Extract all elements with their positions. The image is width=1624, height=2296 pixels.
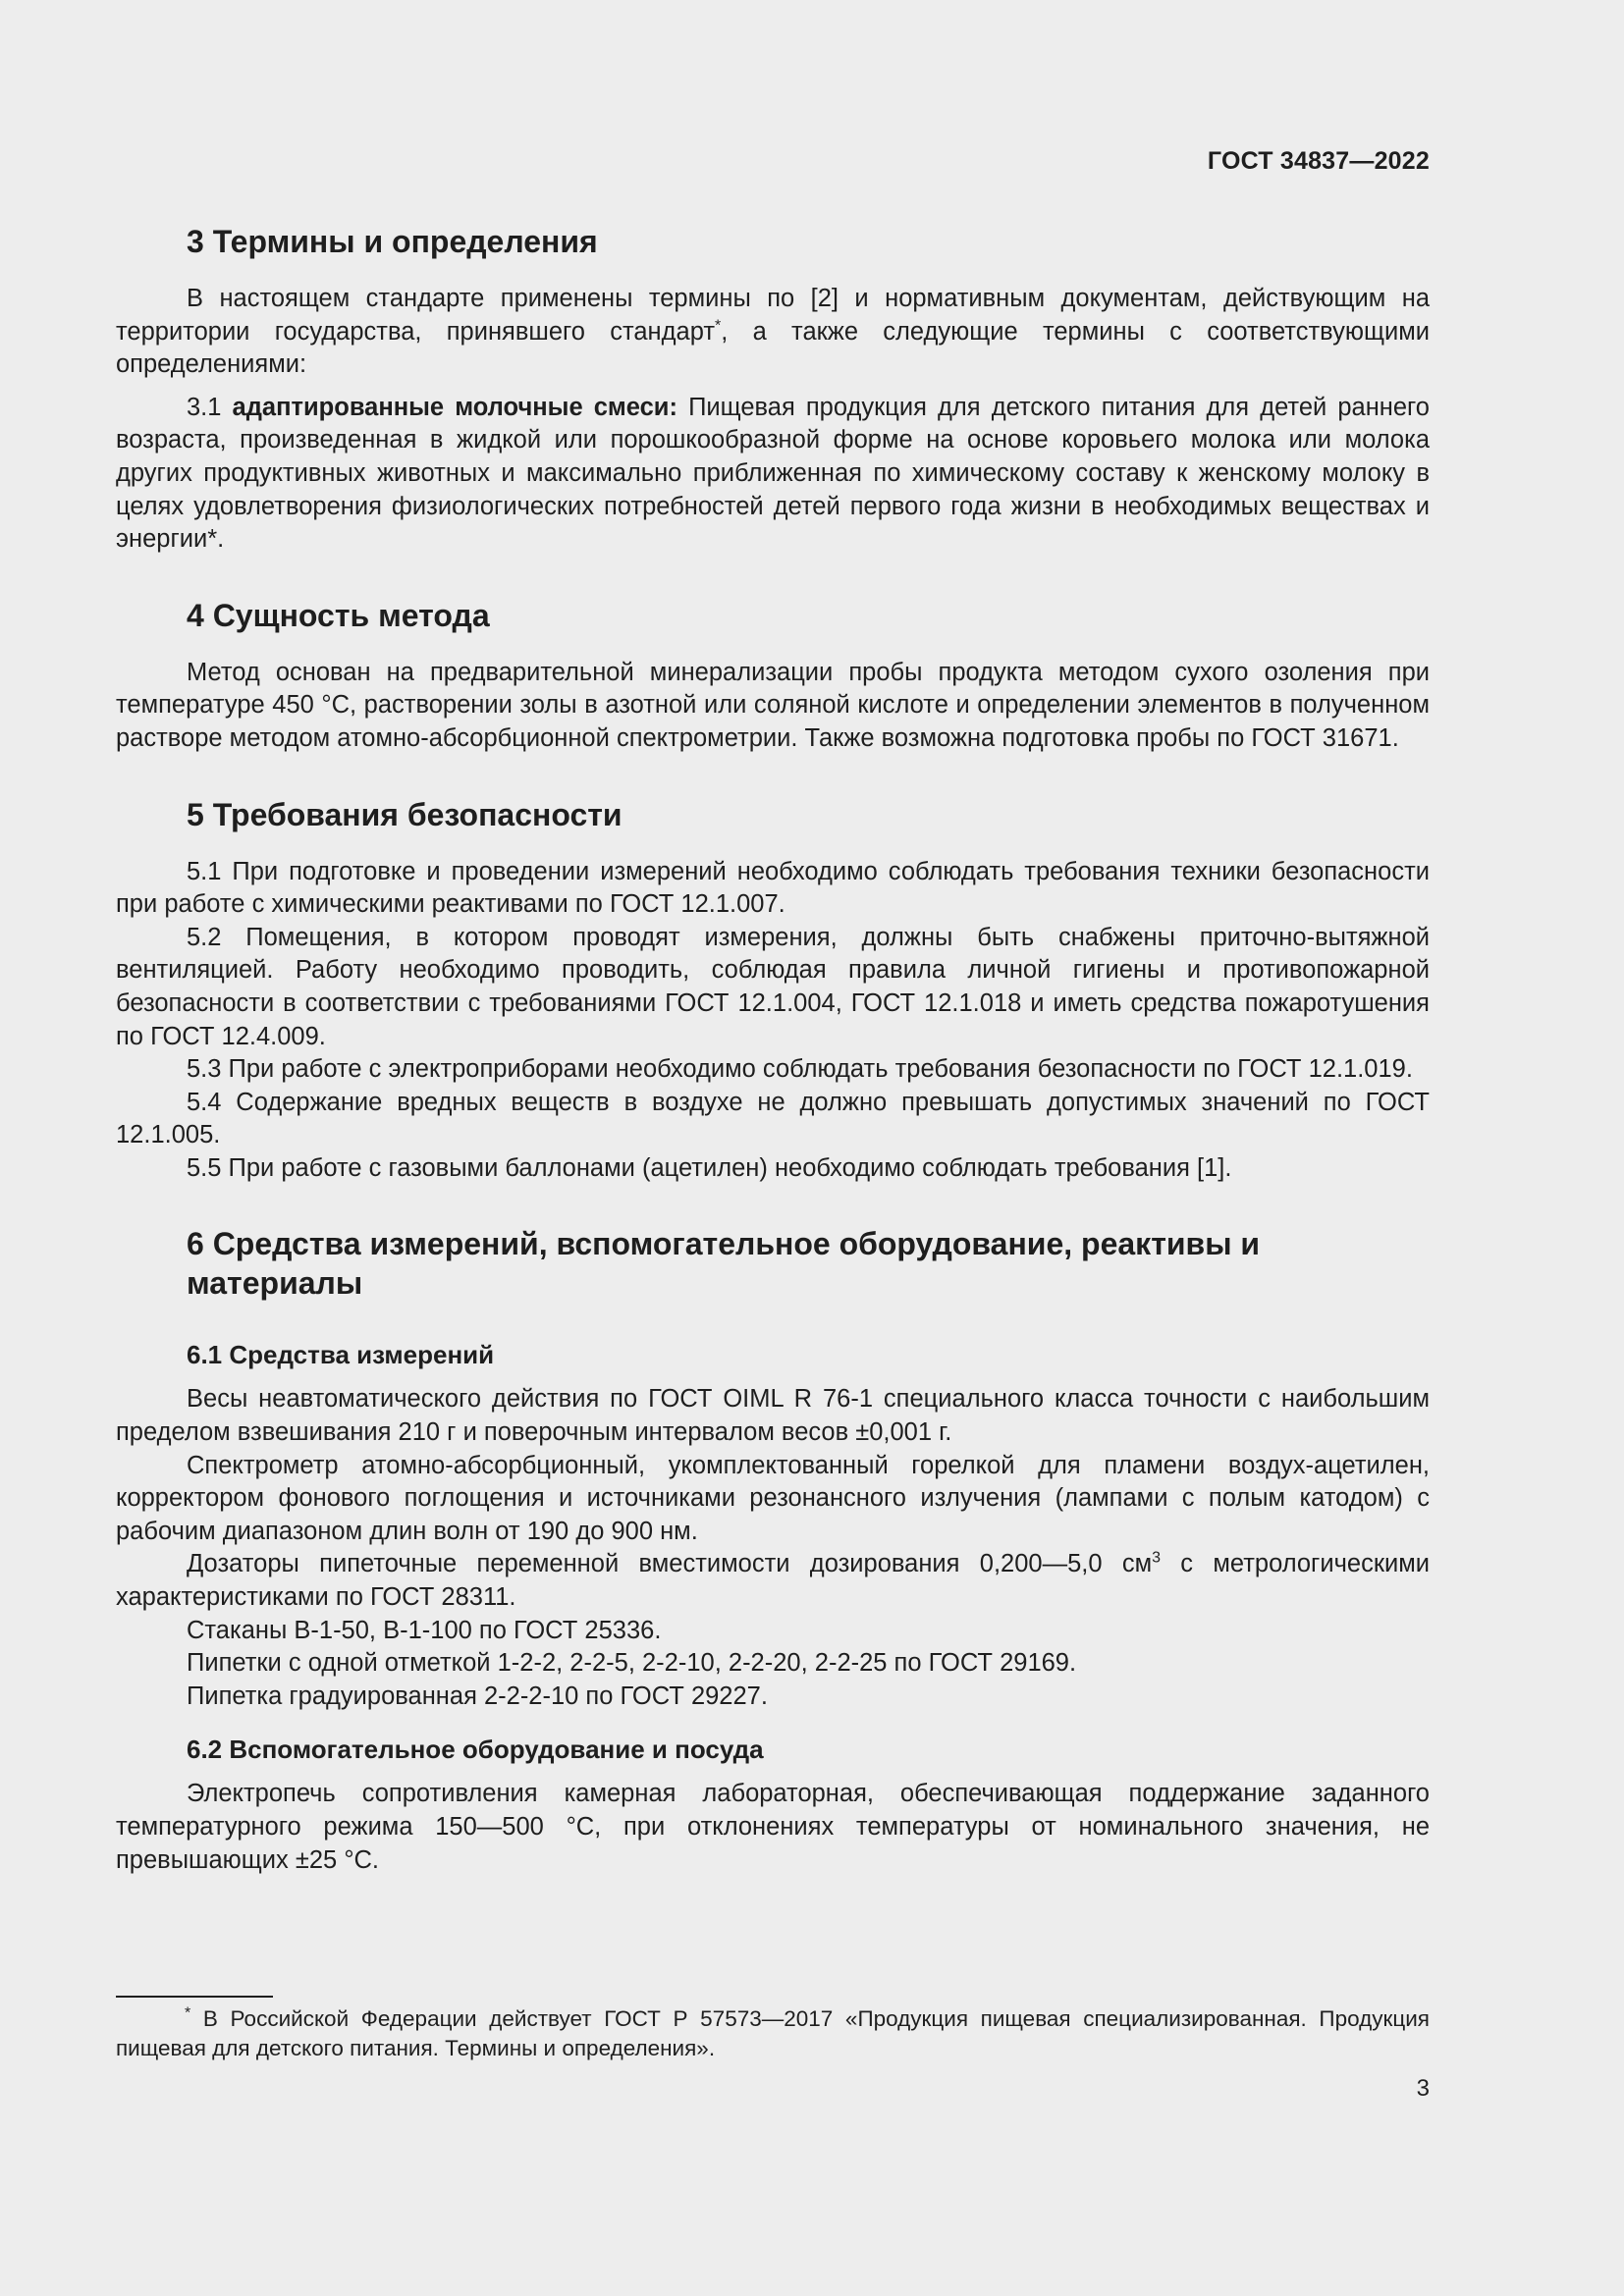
paragraph-6-2-furnace: Электропечь сопротивления камерная лабораторная, обеспечивающая поддержание заданного температурного режима 150—500 °С, при отклонениях температуры от номинального значения, не превышающих ±25 °С.	[116, 1780, 1430, 1874]
subsection-6-2-heading: 6.2 Вспомогательное оборудование и посуда	[187, 1735, 764, 1765]
footnote-mark: *	[185, 2004, 191, 2022]
page-number: 3	[1416, 2075, 1430, 2102]
footnote-text: В Российской Федерации действует ГОСТ Р 57573—2017 «Продукция пищевая специализированная. Продукция пищевая для детского питания. Термины и определения».	[116, 2006, 1430, 2060]
paragraph-6-1-scales: Весы неавтоматического действия по ГОСТ OIML R 76-1 специального класса точности с наибольшим пределом взвешивания 210 г и поверочным интервалом весов ±0,001 г.	[116, 1385, 1430, 1447]
section-4-paragraph: Метод основан на предварительной минерализации пробы продукта методом сухого озоления при температуре 450 °С, растворении золы в азотной или соляной кислоте и определении элементов в полученном растворе методом атомно-абсорбционной спектрометрии. Также возможна подготовка пробы по ГОСТ 31671.	[116, 658, 1430, 752]
paragraph-6-1-pipettes: Пипетки с одной отметкой 1-2-2, 2-2-5, 2-2-10, 2-2-20, 2-2-25 по ГОСТ 29169.	[187, 1649, 1077, 1678]
footnote	[116, 2004, 1430, 2063]
paragraph-6-1-beakers: Стаканы В-1-50, В-1-100 по ГОСТ 25336.	[187, 1616, 662, 1644]
clause-5-1: 5.1 При подготовке и проведении измерений необходимо соблюдать требования техники безопасности при работе с химическими реактивами по ГОСТ 12.1.007.	[116, 857, 1430, 919]
section-5-heading: 5 Требования безопасности	[187, 796, 623, 832]
clause-5-2: 5.2 Помещения, в котором проводят измерения, должны быть снабжены приточно-вытяжной вентиляцией. Работу необходимо проводить, соблюдая правила личной гигиены и противопожарной безопасности в соответствии с требованиями ГОСТ 12.1.004, ГОСТ 12.1.018 и иметь средства пожаротушения по ГОСТ 12.4.009.	[116, 923, 1430, 1050]
subsection-6-1-heading: 6.1 Средства измерений	[187, 1340, 495, 1370]
term-3-1: 3.1 адаптированные молочные смеси: Пищевая продукция для детского питания для детей раннего возраста, произведенная в жидкой или порошкообразной форме на основе коровьего молока или молока других продуктивных животных и максимально приближенная по химическому составу к женскому молоку в целях удовлетворения физиологических потребностей детей первого года жизни в необходимых веществах и энергии*.	[116, 393, 1430, 554]
section-4-heading: 4 Сущность метода	[187, 597, 490, 633]
page-content	[116, 222, 1430, 1877]
section-3-heading: 3 Термины и определения	[187, 224, 598, 259]
clause-5-3: 5.3 При работе с электроприборами необходимо соблюдать требования безопасности по ГОСТ 12.1.019.	[187, 1055, 1413, 1084]
section-6-heading: 6 Средства измерений, вспомогательное оборудование, реактивы и материалы	[187, 1226, 1261, 1302]
clause-5-5: 5.5 При работе с газовыми баллонами (ацетилен) необходимо соблюдать требования [1].	[187, 1153, 1232, 1182]
section-3-intro: В настоящем стандарте применены термины по [2] и нормативным документам, действующим на территории государства, принявшего стандарт*, а также следующие термины с соответствующими определениями:	[116, 285, 1430, 379]
clause-5-4: 5.4 Содержание вредных веществ в воздухе не должно превышать допустимых значений по ГОСТ 12.1.005.	[116, 1088, 1430, 1149]
paragraph-6-1-dispensers: Дозаторы пипеточные переменной вместимости дозирования 0,200—5,0 $см^3$ с метрологическими характеристиками по ГОСТ 28311.	[116, 1549, 1430, 1612]
term-name: адаптированные молочные смеси	[232, 393, 670, 421]
term-definition: Пищевая продукция для детского питания для детей раннего возраста, произведенная в жидкой или порошкообразной форме на основе коровьего молока или молока других продуктивных животных и максимально приближенная по химическому составу к женскому молоку в целях удовлетворения физиологических потребностей детей первого года жизни в необходимых веществах и энергии*.	[116, 393, 1430, 554]
footnote-separator	[116, 1996, 273, 1998]
paragraph-6-1-spectrometer: Спектрометр атомно-абсорбционный, укомплектованный горелкой для пламени воздух-ацетилен, корректором фонового поглощения и источниками резонансного излучения (лампами с полым катодом) с рабочим диапазоном длин волн от 190 до 900 нм.	[116, 1451, 1430, 1545]
document-code: ГОСТ 34837—2022	[1207, 147, 1430, 175]
footnote-marker: *	[715, 317, 722, 335]
paragraph-6-1-graduated-pipette: Пипетка градуированная 2-2-2-10 по ГОСТ 29227.	[187, 1682, 768, 1710]
